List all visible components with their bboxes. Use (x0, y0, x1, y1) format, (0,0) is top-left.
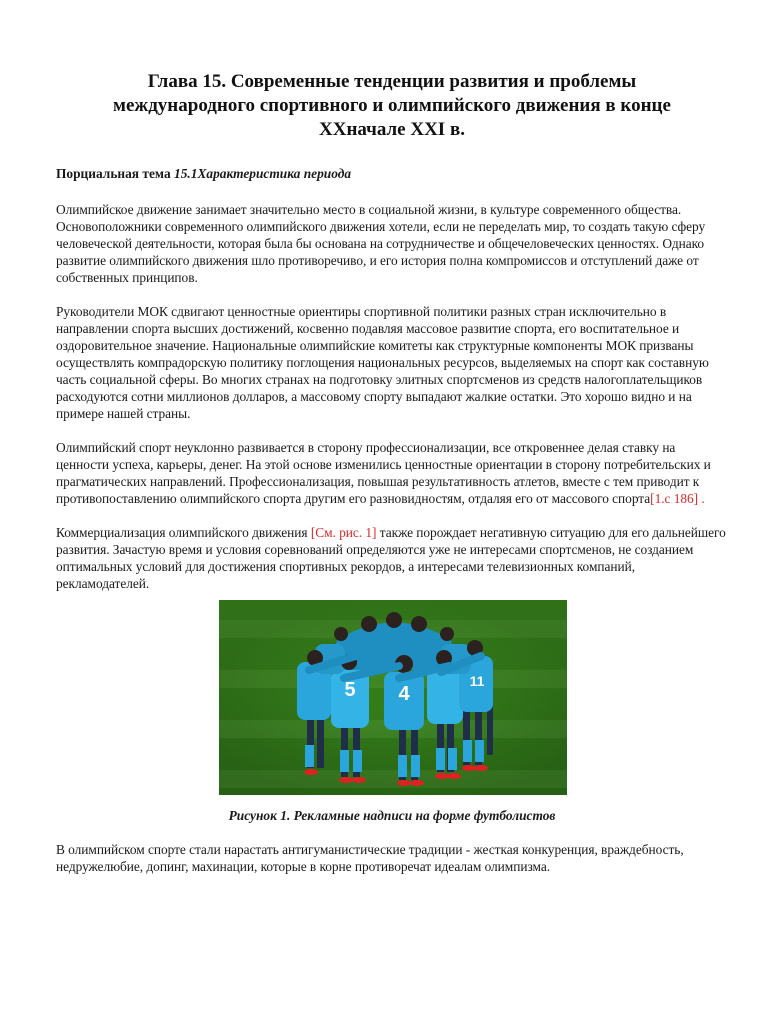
jersey-number-5: 5 (344, 679, 356, 701)
jersey-number-4: 4 (398, 683, 410, 705)
chapter-title-line-3: XXначале XXI в. (319, 119, 465, 140)
document-page (56, 70, 728, 892)
chapter-title-line-1: Глава 15. Современные тенденции развития и проблемы (147, 71, 637, 92)
paragraph-3 (56, 439, 728, 507)
subheading-prefix: Порциальная тема (56, 166, 171, 181)
jersey-number-11: 11 (469, 673, 485, 689)
figure-caption: Рисунок 1. Рекламные надписи на форме футболистов (228, 808, 556, 823)
citation-link[interactable]: [1.с 186] . (650, 491, 705, 506)
football-team-huddle-photo (219, 600, 567, 795)
subheading-topic: 15.1Характеристика периода (174, 166, 352, 181)
figure-reference-link[interactable]: [См. рис. 1] (310, 525, 377, 540)
paragraph-2: Руководители МОК сдвигают ценностные ориентиры спортивной политики разных стран исключительно в направлении спорта высших достижений, косвенно подавляя массовое развитие спорта, его воспитательное и оздоровительное значение. Национальные олимпийские комитеты как структурные компоненты МОК призваны осуществлять компрадорскую политику поглощения национальных ресурсов, выделяемых на спорт как составную часть социальной сферы. Во многих странах на подготовку элитных спортсменов из средств налогоплательщиков расходуются сотни миллионов долларов, а массовому спорту выпадают жалкие остатки. Это хорошо видно и на примере нашей страны. (56, 304, 709, 421)
paragraph-1: Олимпийское движение занимает значительно место в социальной жизни, в культуре современного общества. Основоположники современного олимпийского движения хотели, если не переделать мир, то создать такую сферу человеческой деятельности, которая была бы основана на сотрудничестве и общечеловеческих ценностях. Однако развитие олимпийского движения шло противоречиво, и его история полна компромиссов и отступлений даже от собственных принципов. (56, 202, 706, 285)
paragraph-5: В олимпийском спорте стали нарастать антигуманистические традиции - жесткая конкуренция, враждебность, недружелюбие, допинг, махинации, которые в корне противоречат идеалам олимпизма. (56, 842, 684, 874)
chapter-title (56, 70, 728, 142)
paragraph-4-start: Коммерциализация олимпийского движения (56, 525, 311, 540)
chapter-title-line-2: международного спортивного и олимпийского движения в конце (113, 95, 671, 116)
paragraph-4-end: также порождает негативную ситуацию для его дальнейшего развития. Зачастую время и условия соревнований определяются уже не интересами спортсменов, не созданием оптимальных условий для достижения спортивных рекордов, а интересами телевизионных компаний, рекламодателей. (56, 525, 726, 591)
paragraph-4 (56, 524, 728, 592)
paragraph-3-text: Олимпийский спорт неуклонно развивается в сторону профессионализации, все откровеннее делая ставку на ценности успеха, карьеры, денег. На этой основе изменились ценностные ориентации в сторону потребительских и прагматических направлений. Профессионализация, повышая результативность атлетов, вместе с тем приводит к противопоставлению олимпийского спорта другим его разновидностям, отдаляя его от массового спорта (56, 440, 711, 506)
section-subheading (56, 165, 728, 182)
